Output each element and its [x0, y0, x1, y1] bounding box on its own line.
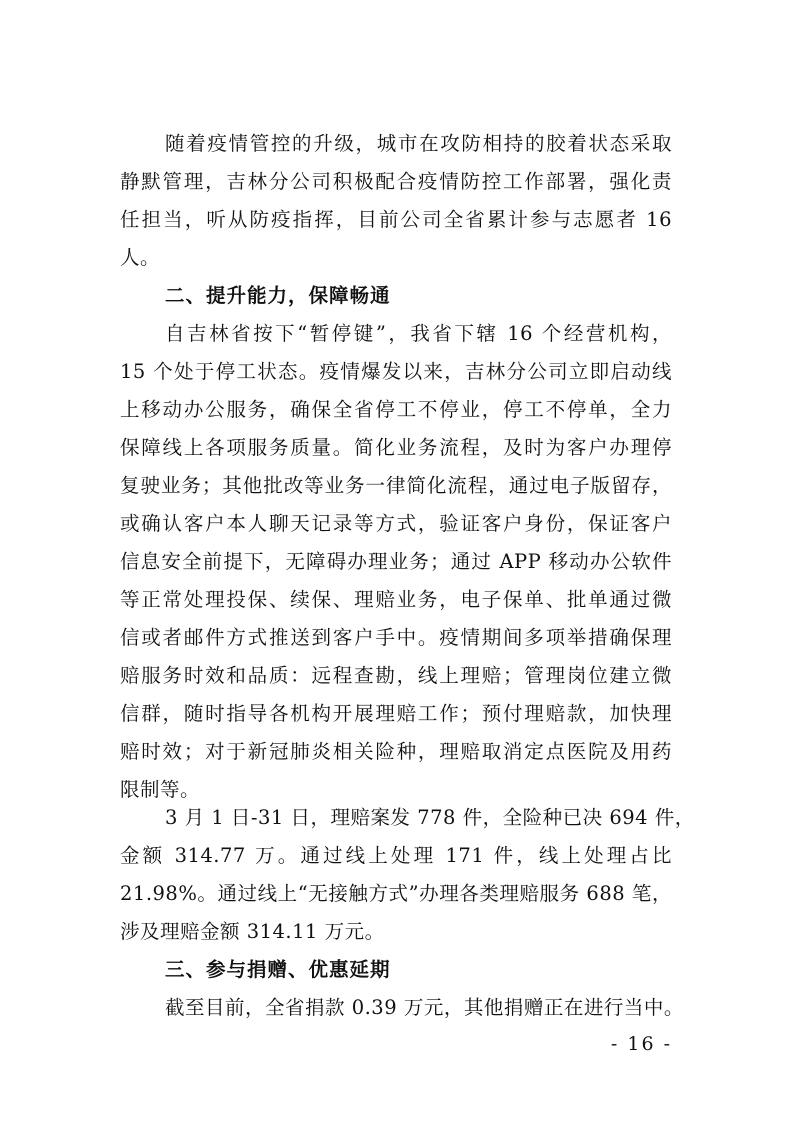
- text-line: 信群，随时指导各机构开展理赔工作；预付理赔款，加快理: [120, 702, 672, 725]
- text-line: 3 月 1 日-31 日，理赔案发 778 件，全险种已决 694 件，: [165, 806, 695, 829]
- text-line: 涉及理赔金额 314.11 万元。: [120, 920, 385, 943]
- text-line: 等正常处理投保、续保、理赔业务，电子保单、批单通过微: [120, 588, 672, 611]
- text-line: 或确认客户本人聊天记录等方式，验证客户身份，保证客户: [120, 512, 672, 535]
- text-line: 自吉林省按下“暂停键”，我省下辖 16 个经营机构，: [165, 322, 672, 345]
- text-line: 任担当，听从防疫指挥，目前公司全省累计参与志愿者 16: [120, 208, 672, 231]
- text-line: 复驶业务；其他批改等业务一律简化流程，通过电子版留存，: [120, 474, 672, 497]
- text-line: 15 个处于停工状态。疫情爆发以来，吉林分公司立即启动线: [120, 360, 672, 383]
- text-line: 金额 314.77 万。通过线上处理 171 件，线上处理占比: [120, 844, 672, 867]
- section-heading: 三、参与捐赠、优惠延期: [165, 958, 391, 981]
- text-line: 限制等。: [120, 778, 201, 801]
- section-heading: 二、提升能力，保障畅通: [165, 284, 391, 307]
- page-number: - 16 -: [610, 1033, 672, 1055]
- text-line: 截至目前，全省捐款 0.39 万元，其他捐赠正在进行当中。: [165, 996, 684, 1019]
- text-line: 人。: [120, 246, 161, 269]
- text-line: 静默管理，吉林分公司积极配合疫情防控工作部署，强化责: [120, 170, 672, 193]
- text-line: 信息安全前提下，无障碍办理业务；通过 APP 移动办公软件: [120, 550, 672, 573]
- text-line: 21.98%。通过线上“无接触方式”办理各类理赔服务 688 笔，: [120, 882, 672, 905]
- text-line: 赔时效；对于新冠肺炎相关险种，理赔取消定点医院及用药: [120, 740, 672, 763]
- text-line: 随着疫情管控的升级，城市在攻防相持的胶着状态采取: [165, 132, 672, 155]
- text-line: 信或者邮件方式推送到客户手中。疫情期间多项举措确保理: [120, 626, 672, 649]
- text-line: 上移动办公服务，确保全省停工不停业，停工不停单，全力: [120, 398, 672, 421]
- text-line: 赔服务时效和品质：远程查勘，线上理赔；管理岗位建立微: [120, 664, 672, 687]
- text-line: 保障线上各项服务质量。简化业务流程，及时为客户办理停: [120, 436, 672, 459]
